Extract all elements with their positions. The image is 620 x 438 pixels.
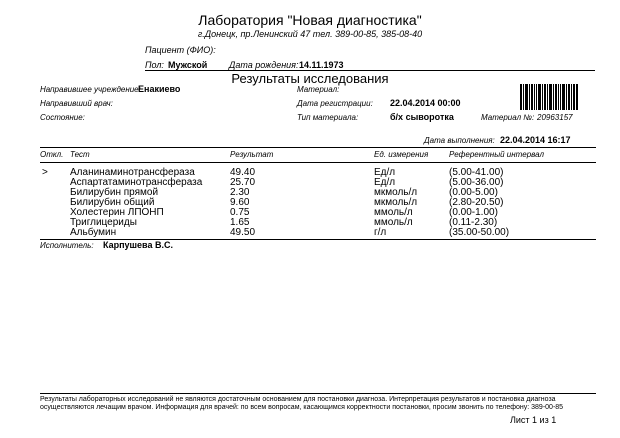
row-flag: > [42, 167, 48, 178]
row-reference: (0.00-1.00) [449, 207, 498, 218]
row-result: 2.30 [230, 187, 250, 198]
col-reference: Референтный интервал [449, 150, 545, 159]
row-result: 25.70 [230, 177, 256, 188]
row-result: 49.40 [230, 167, 256, 178]
col-unit: Ед. измерения [374, 150, 429, 159]
row-test: Альбумин [70, 227, 117, 238]
row-result: 9.60 [230, 197, 250, 208]
dob-value: 14.11.1973 [299, 60, 344, 70]
material-no-value: 20963157 [537, 113, 573, 122]
row-reference: (0.00-5.00) [449, 187, 498, 198]
page-number: Лист 1 из 1 [510, 415, 557, 425]
row-result: 49.50 [230, 227, 256, 238]
sex-label: Пол: [145, 60, 164, 70]
reg-date-label: Дата регистрации: [297, 99, 373, 108]
institution-value: Енакиево [138, 84, 181, 94]
row-test: Холестерин ЛПОНП [70, 207, 164, 218]
footer-rule [40, 393, 596, 394]
row-unit: Ед/л [374, 177, 396, 188]
completion-label: Дата выполнения: [424, 136, 495, 145]
table-row [0, 228, 620, 238]
performer-label: Исполнитель: [40, 241, 94, 250]
lab-name: Лаборатория "Новая диагностика" [198, 12, 422, 28]
dob-label: Дата рождения: [229, 60, 299, 70]
row-test: Аланинаминотрансфераза [70, 167, 195, 178]
row-unit: Ед/л [374, 167, 396, 178]
row-test: Билирубин прямой [70, 187, 159, 198]
doctor-label: Направивший врач: [40, 99, 113, 108]
completion-value: 22.04.2014 16:17 [500, 135, 571, 145]
row-reference: (2.80-20.50) [449, 197, 504, 208]
row-reference: (5.00-41.00) [449, 167, 504, 178]
reg-date-value: 22.04.2014 00:00 [390, 98, 461, 108]
material-no-label: Материал №: [481, 113, 535, 122]
row-unit: г/л [374, 227, 387, 238]
row-reference: (0.11-2.30) [449, 217, 498, 228]
barcode-icon [520, 84, 578, 110]
row-unit: мкмоль/л [374, 197, 418, 208]
sex-value: Мужской [168, 60, 208, 70]
row-unit: ммоль/л [374, 217, 413, 228]
footer-disclaimer: Результаты лабораторных исследований не являются достаточным основанием для постановки диагноза. Интерпретация результатов и постановка диагноза осуществляются лечащим врачом. Информация для врачей: по всем вопросам, касающимся корректности постановки, просим звонить по телефону: 389-00-85 [40, 396, 564, 411]
lab-address: г.Донецк, пр.Ленинский 47 тел. 389-00-85, 385-08-40 [197, 29, 423, 39]
row-reference: (5.00-36.00) [449, 177, 504, 188]
row-unit: ммоль/л [374, 207, 413, 218]
row-unit: мкмоль/л [374, 187, 418, 198]
row-test: Аспартатаминотрансфераза [70, 177, 203, 188]
col-result: Результат [230, 150, 274, 159]
col-deviation: Откл. [40, 150, 64, 159]
condition-label: Состояние: [40, 113, 85, 122]
institution-label: Направившее учреждение: [40, 85, 141, 94]
row-test: Триглицериды [70, 217, 137, 228]
table-top-rule [40, 147, 596, 148]
report-title: Результаты исследования [231, 71, 389, 86]
col-test: Тест [70, 150, 90, 159]
row-result: 1.65 [230, 217, 250, 228]
performer-value: Карпушева В.С. [103, 240, 173, 250]
patient-name-label: Пациент (ФИО): [145, 45, 216, 55]
material-label: Материал: [297, 85, 340, 94]
table-header-rule [40, 162, 596, 163]
material-type-label: Тип материала: [297, 113, 359, 122]
row-test: Билирубин общий [70, 197, 155, 208]
material-type-value: б/х сыворотка [390, 112, 454, 122]
row-result: 0.75 [230, 207, 250, 218]
row-reference: (35.00-50.00) [449, 227, 510, 238]
